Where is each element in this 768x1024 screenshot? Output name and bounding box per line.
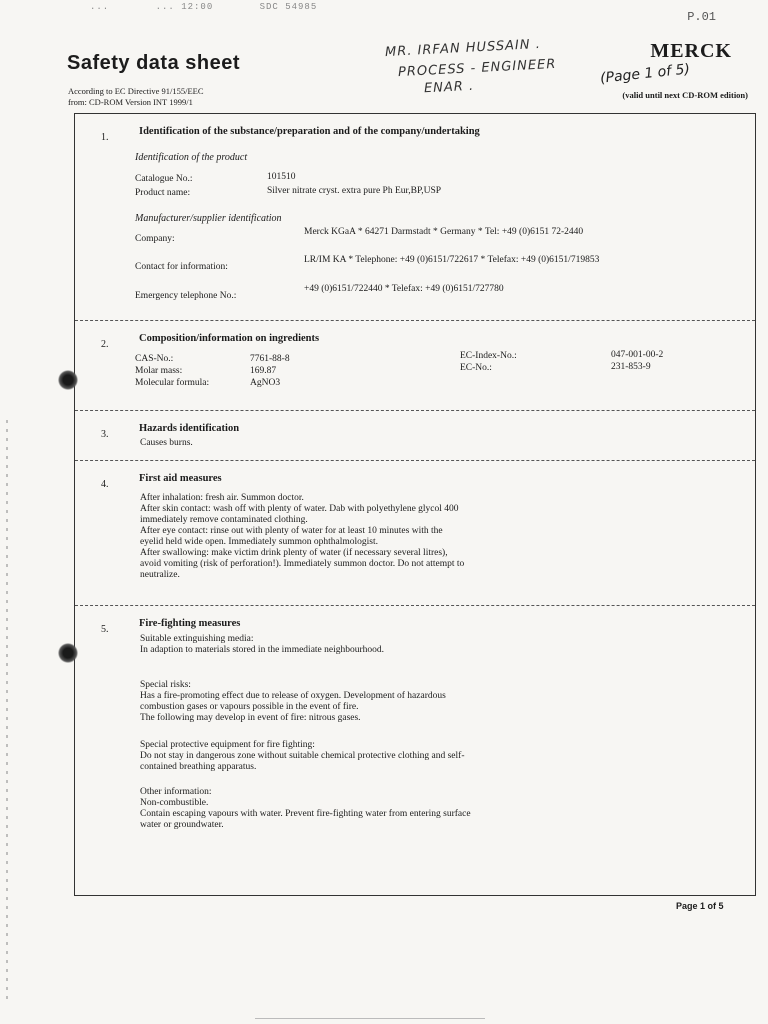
punch-hole-mark	[58, 643, 78, 663]
text-line: In adaption to materials stored in the immediate neighbourhood.	[140, 645, 385, 655]
field-label: EC-Index-No.:	[460, 351, 517, 361]
directive-note	[68, 86, 204, 108]
field-value: AgNO3	[250, 378, 281, 388]
subheading: Identification of the product	[135, 152, 248, 163]
field-label: Product name:	[135, 188, 191, 198]
handwritten-note: ENAR .	[423, 78, 475, 97]
directive-line: According to EC Directive 91/155/EEC	[68, 86, 204, 96]
section-title: Identification of the substance/preparation and of the company/undertaking	[139, 126, 480, 137]
text-line: contained breathing apparatus.	[140, 762, 257, 772]
section-text: Causes burns.	[140, 438, 193, 448]
validity-note: (valid until next CD-ROM edition)	[622, 90, 748, 100]
handwritten-note: MR. IRFAN HUSSAIN .	[384, 36, 542, 61]
punch-hole-mark	[58, 370, 78, 390]
section-identification	[75, 114, 755, 321]
text-line: The following may develop in event of fire: nitrous gases.	[140, 713, 361, 723]
text-line: water or groundwater.	[140, 820, 224, 830]
text-line: neutralize.	[140, 570, 180, 580]
text-line: After swallowing: make victim drink plenty of water (if necessary several litres),	[140, 548, 448, 558]
field-label: Emergency telephone No.:	[135, 291, 237, 301]
other-information	[140, 787, 560, 831]
field-label: Company:	[135, 234, 175, 244]
text-heading: Special risks:	[140, 680, 191, 690]
brand-logo: MERCK	[650, 40, 732, 62]
text-heading: Other information:	[140, 787, 212, 797]
section-number: 5.	[101, 624, 109, 635]
extinguishing-media	[140, 634, 560, 656]
scan-bottom-artifact	[255, 1018, 485, 1019]
field-label: Molecular formula:	[135, 378, 210, 388]
section-first-aid	[75, 461, 755, 606]
subheading: Manufacturer/supplier identification	[135, 213, 282, 224]
field-value: Merck KGaA * 64271 Darmstadt * Germany * Tel: +49 (0)6151 72-2440	[304, 227, 584, 237]
section-title: Composition/information on ingredients	[139, 333, 320, 344]
field-value: LR/IM KA * Telephone: +49 (0)6151/722617 * Telefax: +49 (0)6151/719853	[304, 255, 600, 265]
handwritten-page-note: (Page 1 of 5)	[599, 61, 691, 87]
field-label: CAS-No.:	[135, 354, 174, 364]
first-aid-text	[140, 493, 560, 581]
section-number: 3.	[101, 429, 109, 440]
field-label: Contact for information:	[135, 262, 228, 272]
text-line: After eye contact: rinse out with plenty of water for at least 10 minutes with the	[140, 526, 443, 536]
handwritten-note: PROCESS - ENGINEER	[397, 56, 557, 81]
field-label: Catalogue No.:	[135, 174, 193, 184]
directive-line: from: CD-ROM Version INT 1999/1	[68, 97, 193, 107]
section-fire-fighting	[75, 606, 755, 895]
section-number: 4.	[101, 479, 109, 490]
section-title: First aid measures	[139, 473, 222, 484]
fax-page-number: P.01	[687, 10, 716, 24]
page-footer: Page 1 of 5	[676, 901, 724, 911]
text-line: immediately remove contaminated clothing.	[140, 515, 308, 525]
field-value: 169.87	[250, 366, 277, 376]
text-line: Has a fire-promoting effect due to release of oxygen. Development of hazardous	[140, 691, 446, 701]
section-number: 1.	[101, 132, 109, 143]
section-title: Hazards identification	[139, 423, 240, 434]
fax-header-field: SDC 54985	[259, 2, 318, 12]
text-line: Do not stay in dangerous zone without suitable chemical protective clothing and self-	[140, 751, 465, 761]
section-composition	[75, 321, 755, 411]
protective-equipment	[140, 740, 560, 773]
text-heading: Suitable extinguishing media:	[140, 634, 254, 644]
field-value: 7761-88-8	[250, 354, 290, 364]
section-number: 2.	[101, 339, 109, 350]
field-value: 047-001-00-2	[611, 350, 664, 360]
text-line: After skin contact: wash off with plenty of water. Dab with polyethylene glycol 400	[140, 504, 459, 514]
scan-edge-artifact	[6, 420, 8, 1000]
field-label: EC-No.:	[460, 363, 492, 373]
text-line: avoid vomiting (risk of perforation!). Immediately summon doctor. Do not attempt to	[140, 559, 465, 569]
text-line: After inhalation: fresh air. Summon doctor.	[140, 493, 304, 503]
field-value: 231-853-9	[611, 362, 651, 372]
text-line: Non-combustible.	[140, 798, 209, 808]
text-line: eyelid held wide open. Immediately summon ophthalmologist.	[140, 537, 378, 547]
section-hazards	[75, 411, 755, 461]
text-heading: Special protective equipment for fire fighting:	[140, 740, 315, 750]
document-title: Safety data sheet	[67, 52, 241, 74]
field-value: Silver nitrate cryst. extra pure Ph Eur,BP,USP	[267, 186, 442, 196]
field-value: +49 (0)6151/722440 * Telefax: +49 (0)6151/727780	[304, 284, 504, 294]
field-value: 101510	[267, 172, 296, 182]
section-title: Fire-fighting measures	[139, 618, 241, 629]
fax-header-field: ... 12:00	[155, 2, 214, 12]
text-line: combustion gases or vapours possible in the event of fire.	[140, 702, 359, 712]
fax-transmission-header	[90, 2, 357, 12]
sds-content-frame	[74, 113, 756, 896]
fax-header-field: ...	[90, 2, 110, 12]
special-risks	[140, 680, 560, 724]
text-line: Contain escaping vapours with water. Prevent fire-fighting water from entering surface	[140, 809, 471, 819]
field-label: Molar mass:	[135, 366, 183, 376]
